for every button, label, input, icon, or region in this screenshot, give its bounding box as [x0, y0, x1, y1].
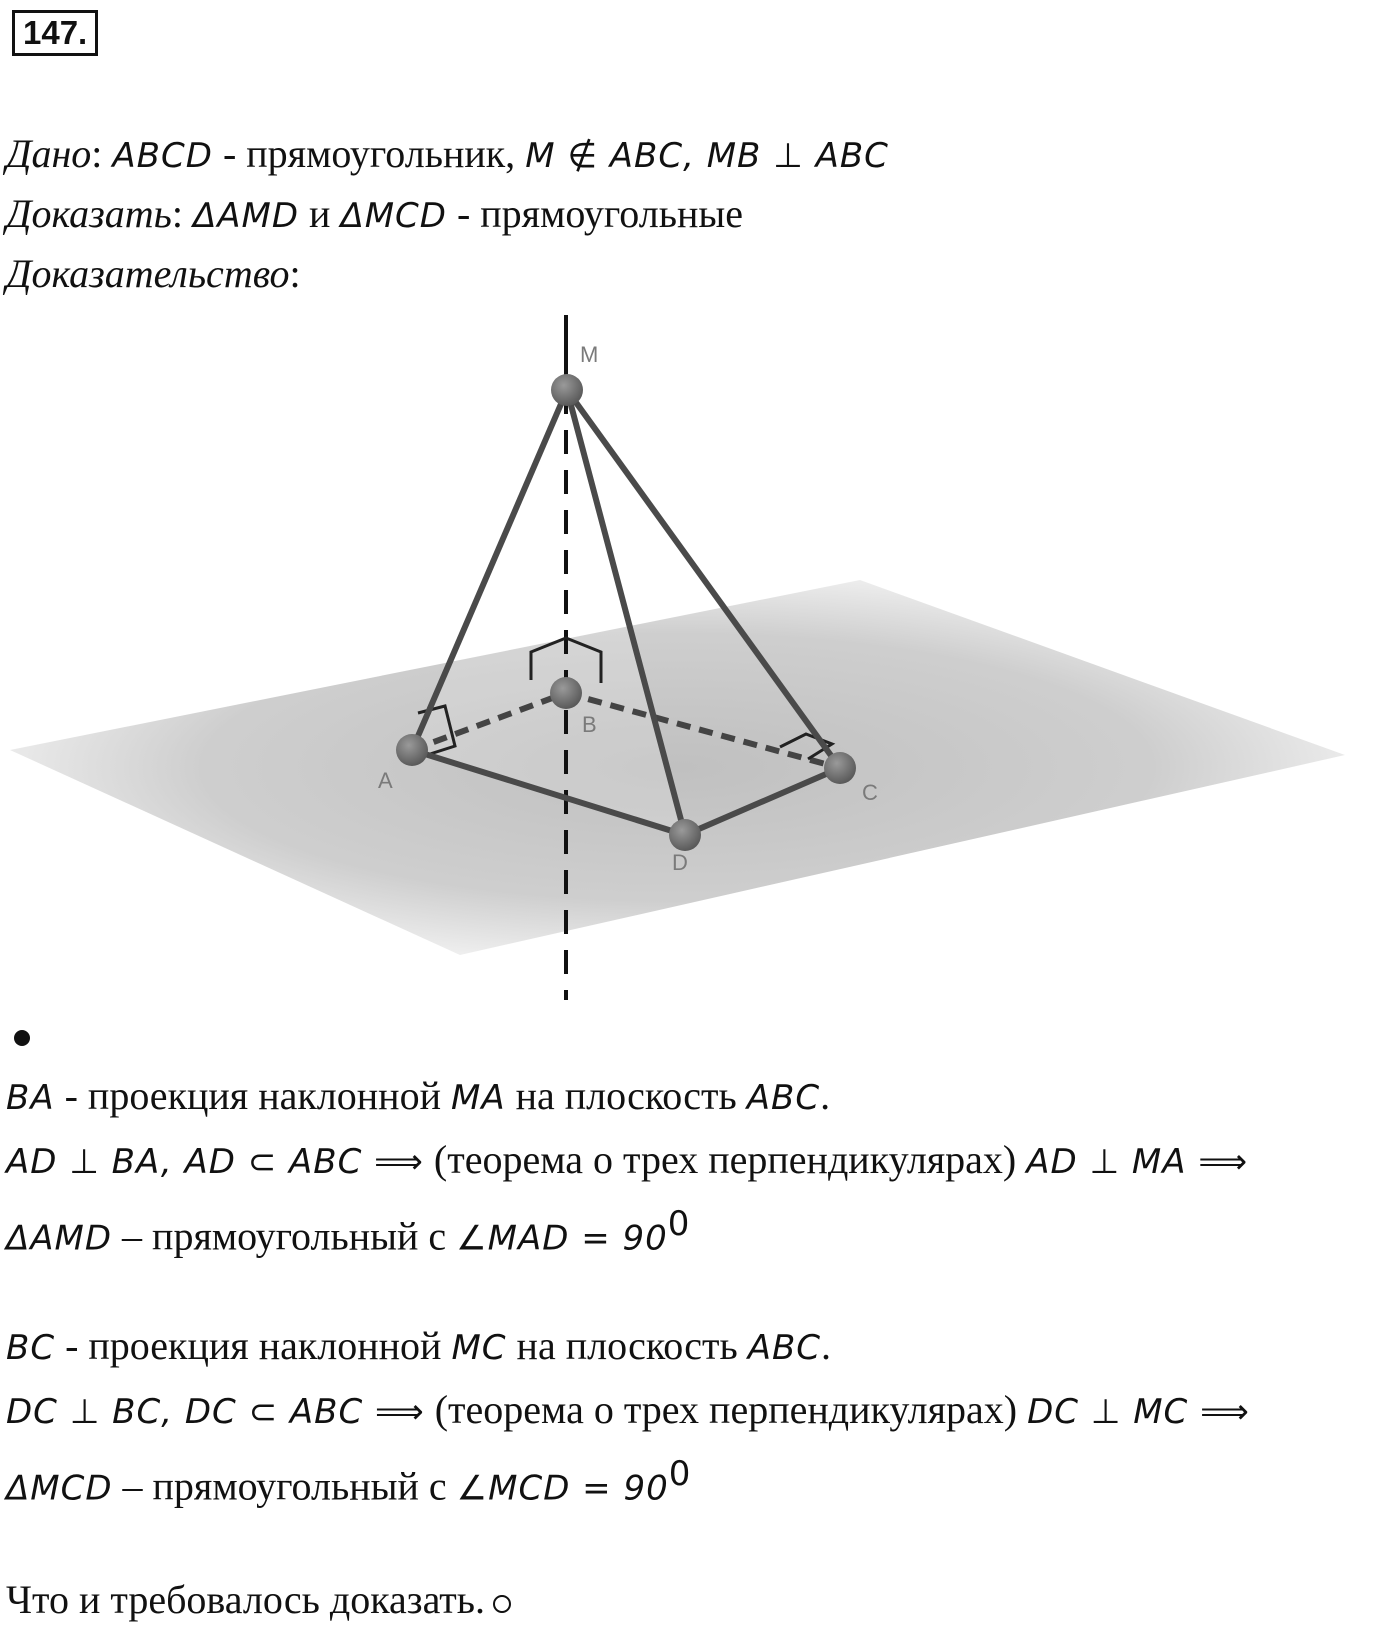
part2-l1-period: .: [821, 1323, 832, 1368]
point-m: [551, 374, 583, 406]
point-d: [669, 819, 701, 851]
point-b: [550, 677, 582, 709]
part2-l3-text: – прямоугольный с: [112, 1463, 457, 1509]
point-c: [824, 752, 856, 784]
prove-label: Доказать: [6, 191, 172, 236]
plane-abc: [10, 580, 1345, 955]
label-a: A: [378, 768, 393, 793]
part2-line3: [6, 1450, 690, 1512]
prove-line: Доказать: ΔAMD и ΔMCD - прямоугольные: [6, 191, 743, 236]
part2-l1-text2: на плоскость: [506, 1323, 748, 1368]
part2-l2-expr: DC ⊥ BC, DC ⊂ ABC ⟹: [6, 1392, 425, 1432]
proof-label: Доказательство: [6, 251, 290, 296]
label-m: M: [580, 342, 599, 367]
part1-l1-period: .: [820, 1073, 831, 1118]
part1-l3-expr2: ∠MAD = 90: [456, 1218, 668, 1259]
part2-l1-text: - проекция наклонной: [55, 1323, 452, 1368]
part2-l2-expr2: DC ⊥ MC ⟹: [1027, 1392, 1250, 1432]
part1-line2: [6, 1136, 1248, 1186]
pyramid-figure: [0, 310, 1400, 1010]
part1-l2-expr: AD ⊥ BA, AD ⊂ ABC ⟹: [6, 1142, 424, 1182]
bullet-point: [14, 1030, 30, 1046]
given-line: Дано: ABCD - прямоугольник, M ∉ ABC, MB ⊥ ABC: [6, 131, 889, 176]
part1-line3: [6, 1200, 689, 1262]
given-label: Дано: [6, 131, 92, 176]
point-a: [396, 734, 428, 766]
prove-text-1: и: [299, 191, 341, 236]
label-b: B: [582, 712, 597, 737]
part1-l1-text: - проекция наклонной: [54, 1073, 451, 1118]
part2-l2-text: (теорема о трех перпендикулярах): [424, 1387, 1028, 1432]
label-c: C: [862, 780, 878, 805]
part2-l1-expr: BC: [6, 1328, 56, 1368]
label-d: D: [672, 850, 688, 875]
part1-l3-degree: 0: [667, 1204, 690, 1244]
part1-l2-expr2: AD ⊥ MA ⟹: [1026, 1142, 1249, 1182]
given-expr-1: ABCD: [112, 136, 213, 176]
prove-text-2: - прямоугольные: [446, 191, 743, 236]
part2-l3-expr2: ∠MCD = 90: [456, 1468, 669, 1509]
problem-number: 147.: [12, 10, 98, 56]
part1-l3-expr: ΔAMD: [6, 1218, 113, 1259]
part2-l1-expr2: MC: [451, 1328, 507, 1368]
part2-line1: [6, 1322, 831, 1372]
part1-line1: [6, 1072, 830, 1122]
proof-heading: Доказательство:: [6, 251, 301, 296]
part1-l3-text: – прямоугольный с: [112, 1213, 457, 1259]
part2-l3-degree: 0: [668, 1454, 691, 1494]
part1-l2-text: (теорема о трех перпендикулярах): [423, 1137, 1027, 1182]
given-text: - прямоугольник,: [212, 131, 526, 176]
given-expr-2: M ∉ ABC, MB ⊥ ABC: [525, 136, 889, 176]
qed-symbol: [493, 1595, 511, 1613]
part2-line2: [6, 1386, 1250, 1436]
prove-expr-1: ΔAMD: [192, 196, 300, 236]
part1-l1-expr3: ABC: [746, 1078, 821, 1118]
part2-l1-expr3: ABC: [747, 1328, 822, 1368]
part1-l1-expr: BA: [6, 1078, 55, 1118]
conclusion-text: Что и требовалось доказать.: [6, 1577, 486, 1622]
part1-l1-expr2: MA: [450, 1078, 506, 1118]
part1-l1-text2: на плоскость: [505, 1073, 747, 1118]
prove-expr-2: ΔMCD: [340, 196, 447, 236]
conclusion-line: [6, 1576, 511, 1624]
part2-l3-expr: ΔMCD: [6, 1468, 113, 1509]
